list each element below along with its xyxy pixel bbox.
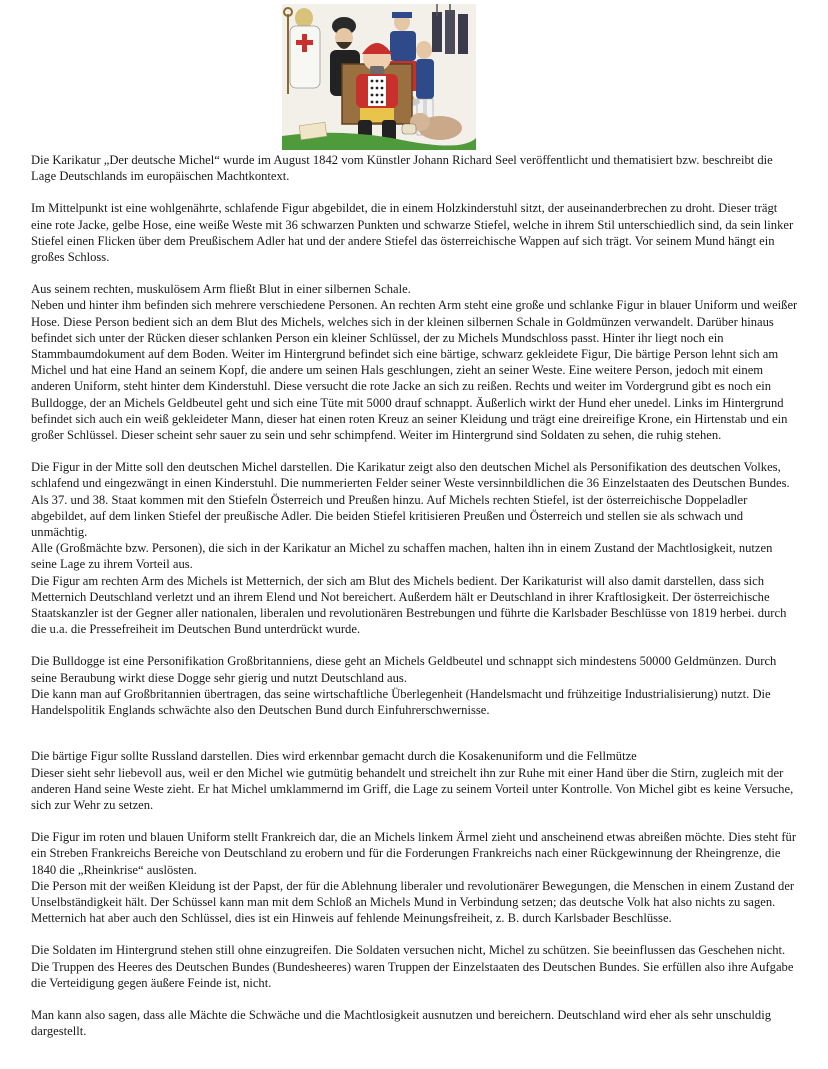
paragraph-russia <box>31 748 801 813</box>
paragraph-line: Die Karikatur „Der deutsche Michel“ wurde im August 1842 vom Künstler Johann Richard Seel veröffentlicht und thematisiert bzw. beschreibt die Lage Deutschlands im europäischen Machtkontext. <box>31 153 773 184</box>
paragraph-intro <box>31 152 801 184</box>
paragraph-line: Alle (Großmächte bzw. Personen), die sich in der Karikatur an Michel zu schaffen machen, halten ihn in einem Zustand der Machtlosigkeit, nutzen seine Lage zu ihrem Vorteil aus. <box>31 541 773 572</box>
caricature-drawing <box>282 4 476 150</box>
paragraph-line: Die Bulldogge ist eine Personifikation Großbritanniens, diese geht an Michels Geldbeutel und schnappt sich mindestens 50000 Geldmünzen. Durch seine Beraubung wirkt diese Dogge sehr gierig und nutzt Deutschland aus. <box>31 654 777 685</box>
paragraph-line: Die Figur am rechten Arm des Michels ist Metternich, der sich am Blut des Michels bedient. Der Karikaturist will also damit darstellen, dass sich Metternich Deutschland verletzt und an ihrem Elend und Not bereichert. Außerdem hält er Deutschland in ihrer Kraftlosigkeit. Der österreichische Staatskanzler ist der Gegner aller nationalen, liberalen und revolutionären Bestrebungen und führte die Karlsbader Beschlüsse von 1819 herbei. durch die u.a. die Pressefreiheit im Deutschen Bund unterdrückt wurde. <box>31 573 787 637</box>
paragraph-conclusion <box>31 1007 801 1039</box>
caricature-image <box>282 4 476 150</box>
paragraph-persons <box>31 281 801 443</box>
paragraph-britain <box>31 653 801 718</box>
paragraph-line: Die Figur im roten und blauen Uniform stellt Frankreich dar, die an Michels linkem Ärmel zieht und anscheinend etwas abreißen möchte. Dies steht für ein Streben Frankreichs Bereiche von Deutschland zu erobern und für die Forderungen Frankreichs nach einer Rückgewinnung der Rheingrenze, die 1840 die „Rheinkrise“ auslösten. <box>31 830 797 877</box>
paragraph-line: Die kann man auf Großbritannien übertragen, das seine wirtschaftliche Überlegenheit (Handelsmacht und frühzeitige Industrialisierung) nutzt. Die Handelspolitik Englands schwächte also den Deutschen Bund durch Einfuhrerschwernisse. <box>31 686 771 718</box>
article-body <box>31 152 801 1055</box>
paragraph-line: Man kann also sagen, dass alle Mächte die Schwäche und die Machtlosigkeit ausnutzen und bereichern. Deutschland wird eher als sehr unschuldig dargestellt. <box>31 1007 772 1039</box>
paragraph-france-pope <box>31 829 801 926</box>
paragraph-line: Die bärtige Figur sollte Russland darstellen. Dies wird erkennbar gemacht durch die Kosakenuniform und die Fellmütze <box>31 749 637 764</box>
paragraph-line: Dieser sieht sehr liebevoll aus, weil er den Michel wie gutmütig behandelt und streichelt ihn zur Ruhe mit einer Hand über die Stirn, zugleich mit der anderen Hand seine Weste zieht. Er hat Michel umklammernd im Griff, die Lage zu seinem Vorteil unter Kontrolle. Von Michel gibt es keine Versuche, sich zur Wehr zu setzen. <box>31 765 794 812</box>
paragraph-soldiers <box>31 942 801 991</box>
paragraph-line: Die Figur in der Mitte soll den deutschen Michel darstellen. Die Karikatur zeigt also den deutschen Michel als Personifikation des deutschen Volkes, schlafend und eingezwängt in einen Kinderstuhl. Die nummerierten Felder seiner Weste versinnbildlichen die 36 Einzelstaaten des Deutschen Bundes. Als 37. und 38. Staat kommen mit den Stiefeln Österreich und Preußen hinzu. Auf Michels rechten Stiefel, ist der österreichische Doppeladler abgebildet, auf dem linken Stiefel der preußische Adler. Die beiden Stiefel kritisieren Preußen und Österreich und stellen sie als schwach und unmächtig. <box>31 460 790 540</box>
paragraph-line: Im Mittelpunkt ist eine wohlgenährte, schlafende Figur abgebildet, die in einem Holzkinderstuhl sitzt, der auseinanderbrechen zu droht. Dieser trägt eine rote Jacke, gelbe Hose, eine weiße Weste mit 36 schwarzen Punkten und schwarze Stiefel, welche in ihrem Stil unterschiedlich sind, da sein linker Stiefel einen Flicken über dem Preußischem Adler hat und der andere Stiefel das österreichische Wappen auf sich trägt. Vor seinem Mund hängt ein großes Schloss. <box>31 201 794 265</box>
paragraph-line: Die Person mit der weißen Kleidung ist der Papst, der für die Ablehnung liberaler und revolutionärer Bewegungen, die Menschen in einem Zustand der Unselbständigkeit hält. Der Schüssel kann man mit dem Schloß an Michels Mund in Verbindung setzen; das deutsche Volk hat also nichts zu sagen. Metternich hat aber auch den Schlüssel, dies ist ein Hinweis auf fehlende Meinungsfreiheit, z. B. durch Karlsbader Beschlüsse. <box>31 878 795 926</box>
paragraph-interpretation <box>31 459 801 637</box>
paragraph-description <box>31 200 801 265</box>
paragraph-line: Aus seinem rechten, muskulösem Arm fließt Blut in einer silbernen Schale. <box>31 282 411 297</box>
paragraph-line: Neben und hinter ihm befinden sich mehrere verschiedene Personen. An rechten Arm steht eine große und schlanke Figur in blauer Uniform und weißer Hose. Diese Person bedient sich an dem Blut des Michels, welches sich in der kleinen silbernen Schale in Goldmünzen verwandelt. Darüber hinaus befindet sich unter der Rücken dieser schlanken Person ein kleiner Schlüssel, der zu Michels Mundschloss passt. Hinter ihr liegt noch ein Stammbaumdokument auf dem Boden. Weiter im Hintergrund befindet sich eine bärtige, schwarz gekleidete Figur, Die bärtige Person lehnt sich am Michel und hat eine Hand an seinem Kopf, die andere um seinen Hals geschlungen, zieht an seiner Weste. Eine weitere Person, jedoch mit einem anderen Uniform, steht hinter dem Kinderstuhl. Diese versucht die rote Jacke an sich zu reißen. Rechts und weiter im Vordergrund gibt es noch ein Bulldogge, der an Michels Geldbeutel geht und sich eine Tüte mit 5000 drauf schnappt. Äußerlich wirkt der Hund eher unedel. Links im Hintergrund befindet sich auch ein weiß gekleideter Mann, dieser hat einen roten Kreuz an seiner Kleidung und trägt eine dreireifige Krone, ein Hirtenstab und ein großer Schlüssel. Dieser scheint sehr sauer zu sein und sehr schimpfend. Weiter im Hintergrund sind Soldaten zu sehen, die ruhig stehen. <box>31 298 798 443</box>
paragraph-line: Die Soldaten im Hintergrund stehen still ohne einzugreifen. Die Soldaten versuchen nicht, Michel zu schützen. Sie beeinflussen das Geschehen nicht. Die Truppen des Heeres des Deutschen Bundes (Bundesheeres) waren Truppen der Einzelstaaten des Deutschen Bundes. Sie erfüllen also ihre Aufgabe die Verteidigung gegen äußere Feinde ist, nicht. <box>31 943 794 990</box>
